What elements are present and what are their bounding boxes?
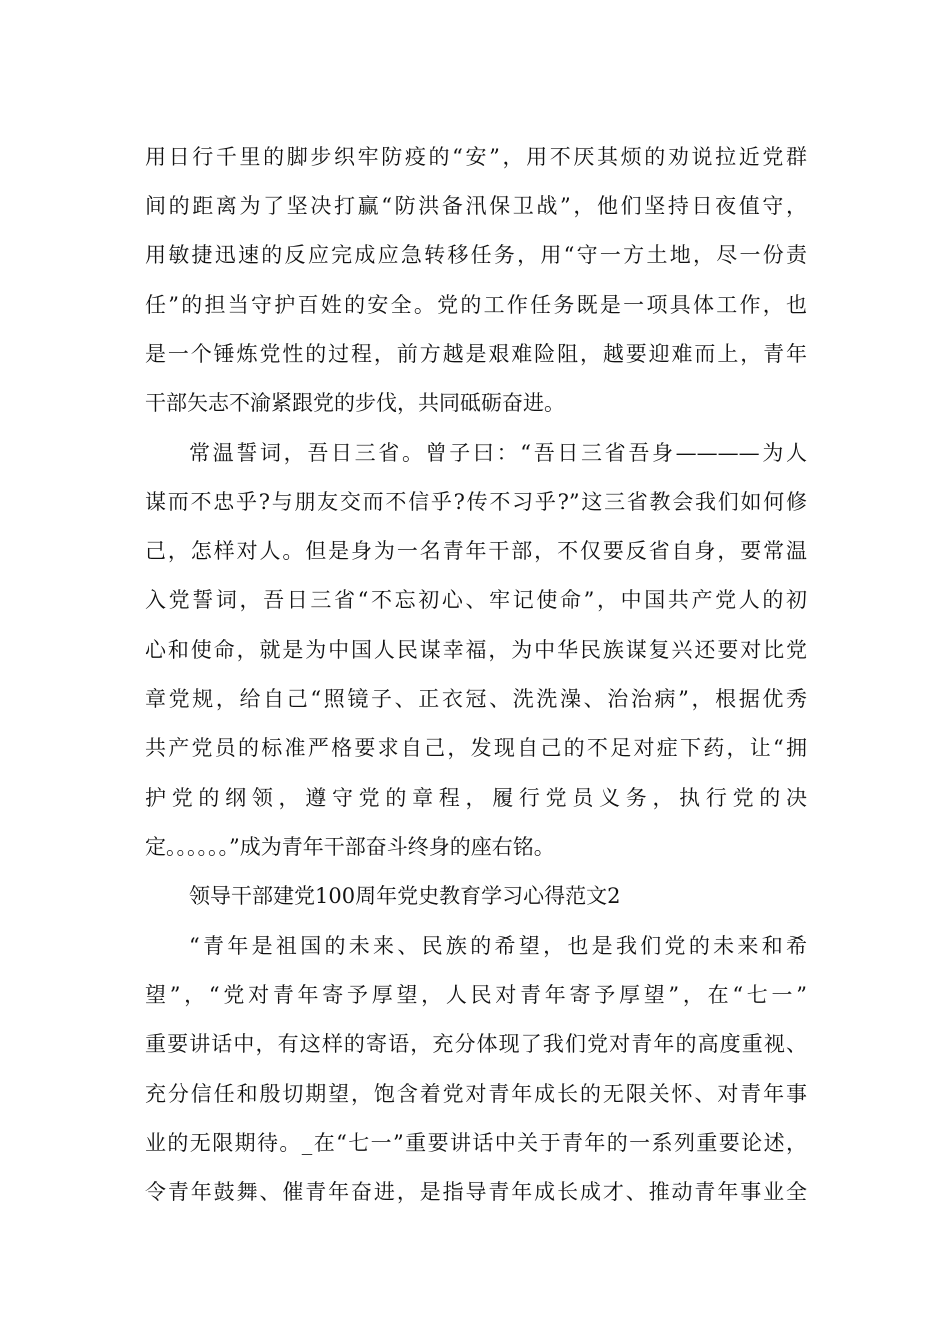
paragraph-line: 用日行千里的脚步织牢防疫的“安”，用不厌其烦的劝说拉近党群 [145, 145, 807, 169]
paragraph-line: 用敏捷迅速的反应完成应急转移任务，用“守一方土地，尽一份责 [145, 243, 807, 267]
section-heading: 领导干部建党100周年党史教育学习心得范文2 [189, 884, 621, 908]
paragraph-line: 充分信任和殷切期望，饱含着党对青年成长的无限关怀、对青年事 [145, 1082, 807, 1106]
paragraph-line: 重要讲话中，有这样的寄语，充分体现了我们党对青年的高度重视、 [145, 1032, 807, 1056]
paragraph-line: 业的无限期待。_在“七一”重要讲话中关于青年的一系列重要论述， [145, 1131, 807, 1155]
paragraph-line: 定。。。。。。”成为青年干部奋斗终身的座右铭。 [145, 835, 555, 859]
paragraph-line: 入党誓词，吾日三省“不忘初心、牢记使命”，中国共产党人的初 [145, 588, 807, 612]
paragraph-line: “青年是祖国的未来、民族的希望，也是我们党的未来和希 [189, 934, 807, 958]
paragraph-line: 章党规，给自己“照镜子、正衣冠、洗洗澡、治治病”，根据优秀 [145, 687, 807, 711]
paragraph-line: 护党的纲领，遵守党的章程，履行党员义务，执行党的决 [145, 786, 807, 810]
paragraph-line: 是一个锤炼党性的过程，前方越是艰难险阻，越要迎难而上，青年 [145, 342, 807, 366]
paragraph-line: 干部矢志不渝紧跟党的步伐，共同砥砺奋进。 [145, 391, 565, 415]
paragraph-line: 共产党员的标准严格要求自己，发现自己的不足对症下药，让“拥 [145, 736, 807, 760]
paragraph-line: 任”的担当守护百姓的安全。党的工作任务既是一项具体工作，也 [145, 293, 807, 317]
paragraph-line: 谋而不忠乎?与朋友交而不信乎?传不习乎?”这三省教会我们如何修 [145, 490, 807, 514]
paragraph-line: 常温誓词，吾日三省。曾子曰：“吾日三省吾身————为人 [189, 441, 807, 465]
paragraph-line: 望”，“党对青年寄予厚望，人民对青年寄予厚望”，在“七一” [145, 983, 807, 1007]
paragraph-line: 己，怎样对人。但是身为一名青年干部，不仅要反省自身，要常温 [145, 539, 807, 563]
paragraph-line: 令青年鼓舞、催青年奋进，是指导青年成长成才、推动青年事业全 [145, 1180, 807, 1204]
paragraph-line: 心和使命，就是为中国人民谋幸福，为中华民族谋复兴还要对比党 [145, 638, 807, 662]
paragraph-line: 间的距离为了坚决打赢“防洪备汛保卫战”，他们坚持日夜值守， [145, 194, 807, 218]
